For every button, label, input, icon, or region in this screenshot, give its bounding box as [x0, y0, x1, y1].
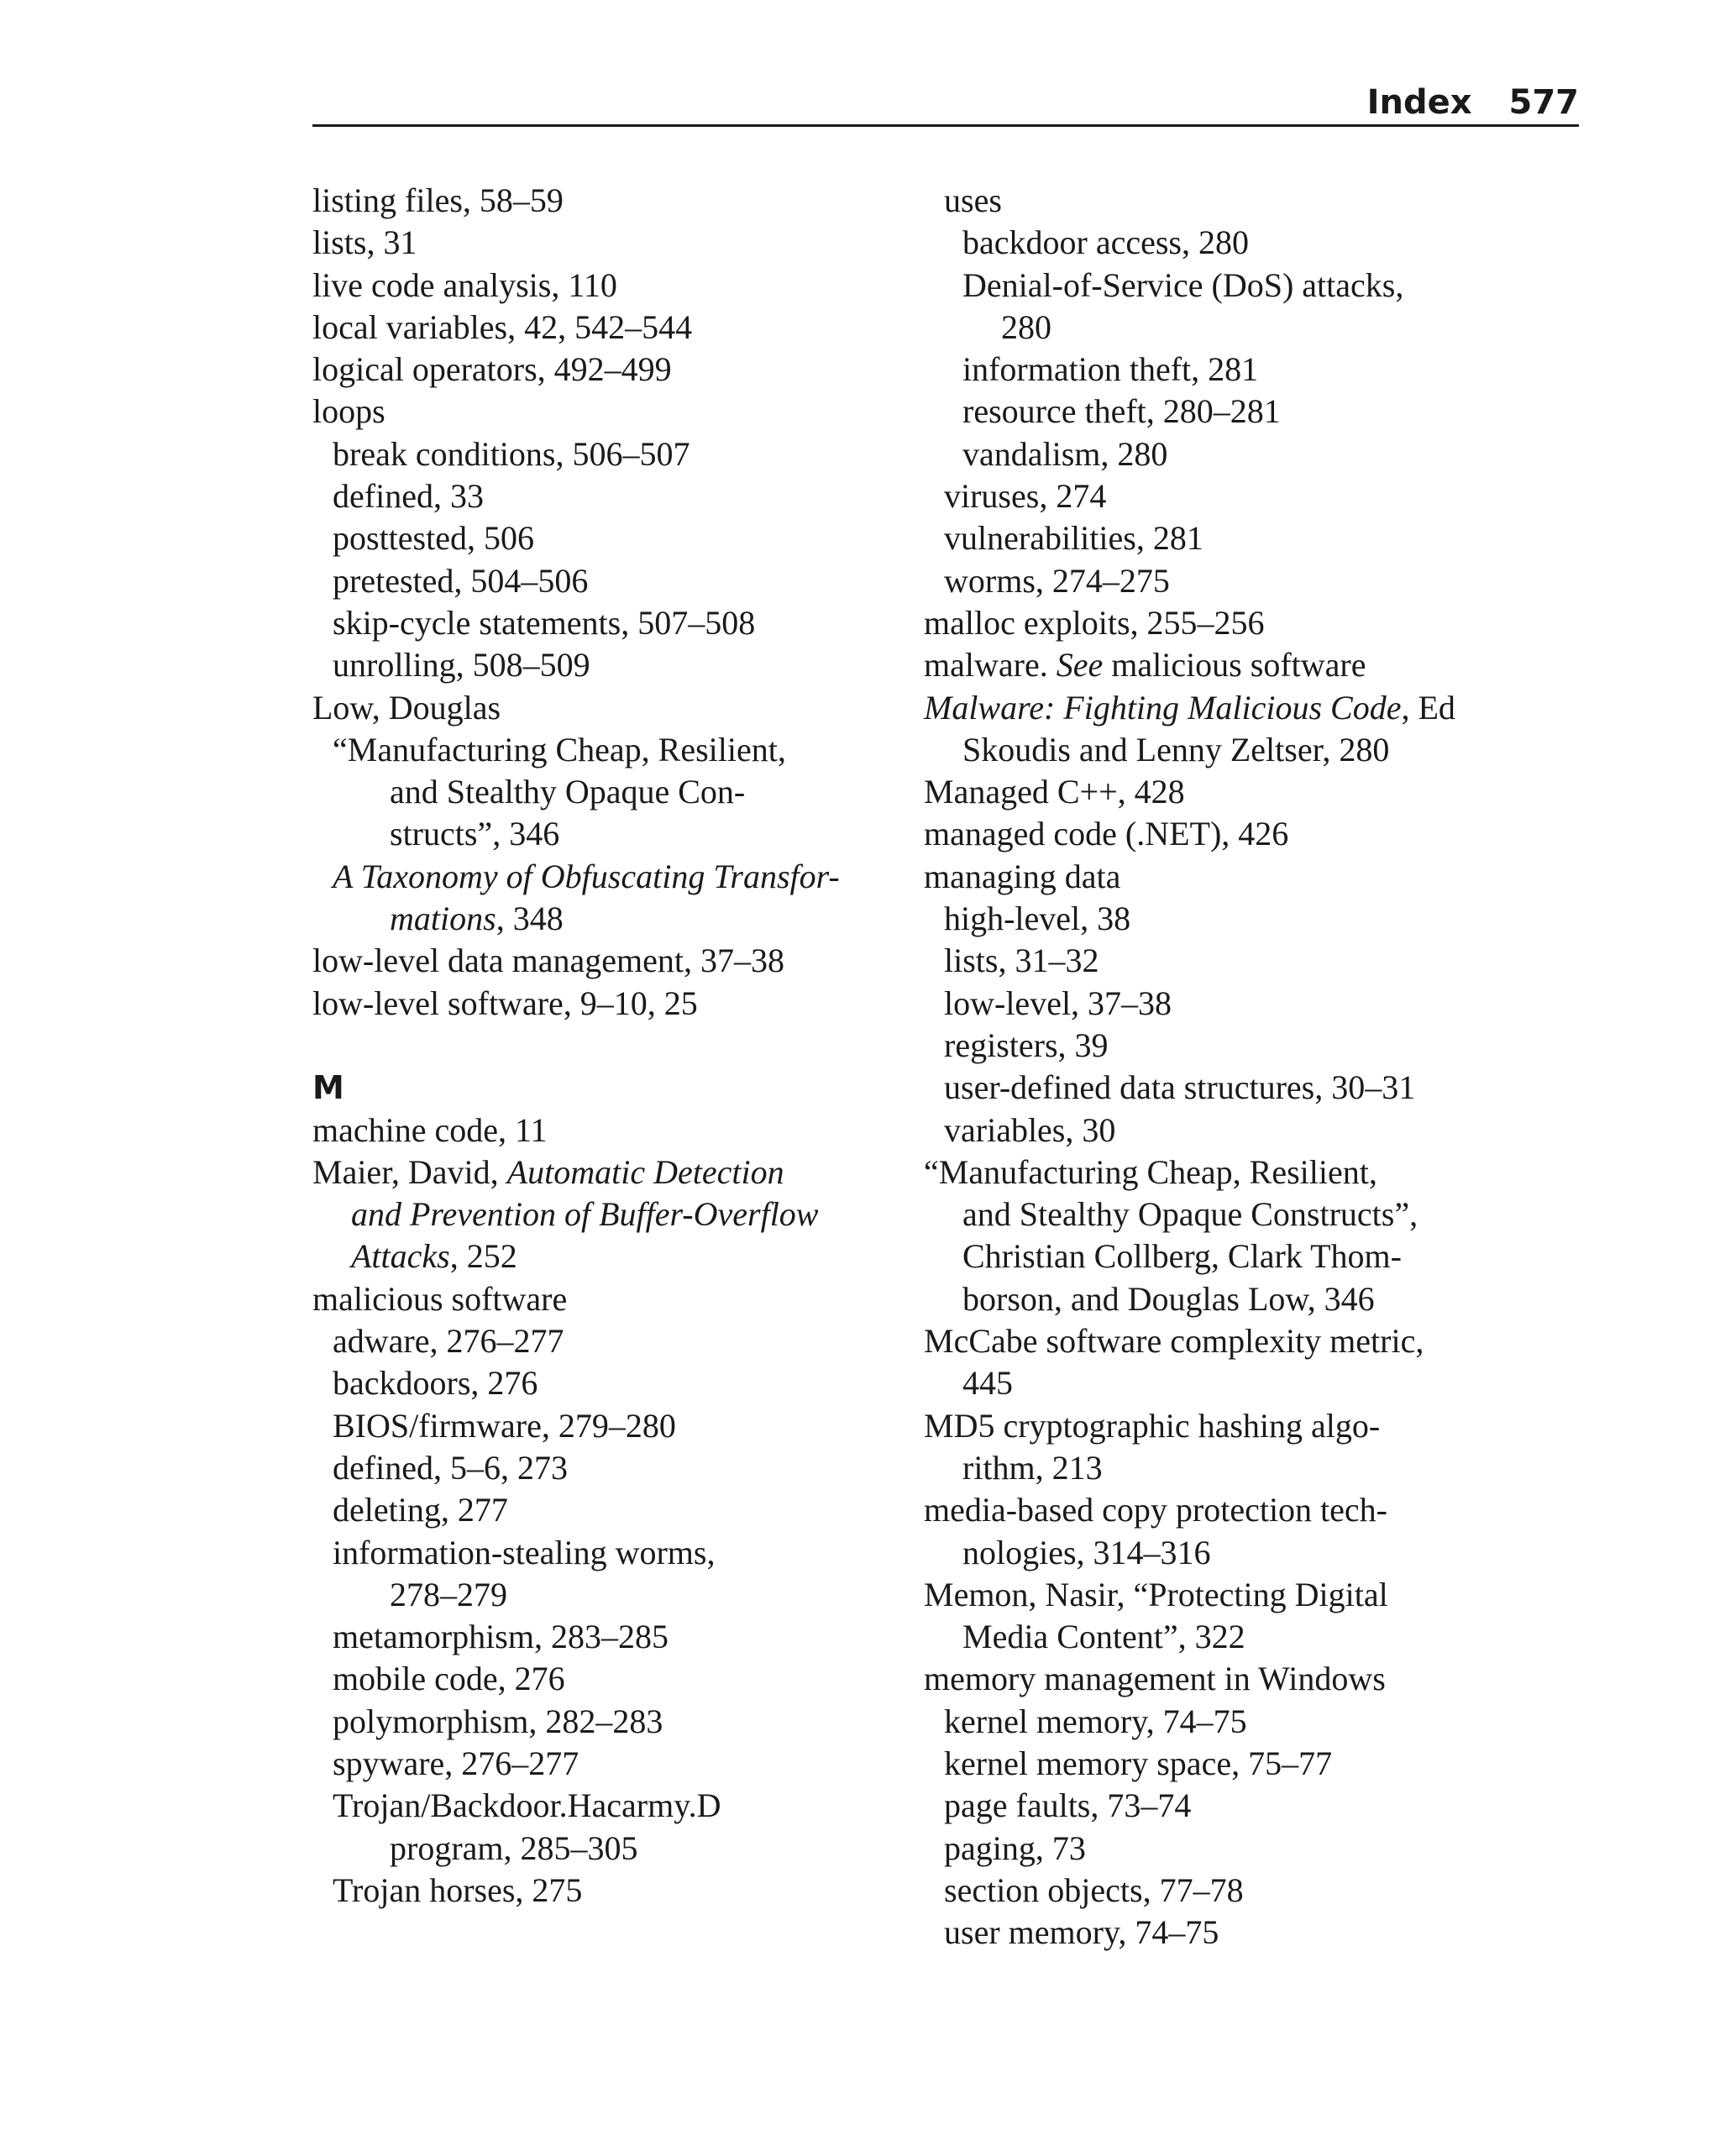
entry-italic-text: Malware: Fighting Malicious Code — [924, 688, 1402, 727]
index-entry — [312, 349, 884, 391]
entry-text: vandalism, 280 — [962, 434, 1168, 473]
index-entry — [924, 307, 1579, 349]
entry-text: adware, 276–277 — [333, 1322, 564, 1361]
entry-text: Skoudis and Lenny Zeltser, 280 — [962, 730, 1390, 769]
entry-text: Memon, Nasir, “Protecting Digital — [924, 1575, 1388, 1613]
index-entry — [924, 1616, 1579, 1658]
index-entry — [312, 898, 884, 940]
index-entry — [312, 1785, 884, 1827]
index-entry — [924, 1025, 1579, 1067]
entry-text: MD5 cryptographic hashing algo- — [924, 1406, 1381, 1445]
index-entry — [312, 1109, 884, 1151]
entry-text: Managed C++, 428 — [924, 773, 1185, 811]
section-gap — [312, 1025, 884, 1067]
index-entry — [924, 687, 1579, 729]
entry-text: malicious software — [1103, 646, 1366, 685]
entry-text: low-level data management, 37–38 — [312, 942, 785, 980]
entry-text: metamorphism, 283–285 — [333, 1618, 669, 1656]
entry-text: BIOS/firmware, 279–280 — [333, 1406, 676, 1445]
index-entry — [924, 1574, 1579, 1616]
index-entry — [312, 433, 884, 475]
index-entry — [312, 1616, 884, 1658]
entry-text: kernel memory, 74–75 — [944, 1702, 1247, 1740]
index-entry — [312, 1574, 884, 1616]
index-entry — [312, 687, 884, 729]
entry-text: Christian Collberg, Clark Thom- — [962, 1237, 1402, 1276]
entry-text: rithm, 213 — [962, 1448, 1103, 1487]
index-entry — [312, 1743, 884, 1785]
index-entry — [924, 1828, 1579, 1870]
entry-text: polymorphism, 282–283 — [333, 1702, 663, 1740]
entry-text: Maier, David, — [312, 1152, 507, 1191]
entry-text: vulnerabilities, 281 — [944, 519, 1203, 558]
entry-text: , Ed — [1401, 688, 1455, 727]
index-entry — [312, 1489, 884, 1531]
left-block-1 — [312, 180, 884, 1025]
header-section-label: Index — [1366, 83, 1472, 122]
entry-text: resource theft, 280–281 — [962, 392, 1281, 431]
entry-text: Trojan/Backdoor.Hacarmy.D — [333, 1786, 721, 1825]
entry-text: borson, and Douglas Low, 346 — [962, 1279, 1375, 1318]
index-entry — [924, 1743, 1579, 1785]
entry-text: and Stealthy Opaque Constructs”, — [962, 1195, 1418, 1234]
entry-text: low-level, 37–38 — [944, 984, 1172, 1022]
entry-text: mobile code, 276 — [333, 1660, 565, 1698]
entry-text: registers, 39 — [944, 1026, 1109, 1064]
index-entry — [924, 602, 1579, 644]
index-entry — [312, 1362, 884, 1404]
entry-text: 445 — [962, 1364, 1013, 1403]
index-entry — [312, 644, 884, 686]
entry-text: worms, 274–275 — [944, 561, 1170, 600]
index-entry — [924, 898, 1579, 940]
index-entry — [312, 602, 884, 644]
index-entry — [924, 517, 1579, 559]
index-entry — [312, 1278, 884, 1320]
entry-text: high-level, 38 — [944, 900, 1131, 938]
entry-text: nologies, 314–316 — [962, 1533, 1211, 1571]
entry-text: user-defined data structures, 30–31 — [944, 1068, 1416, 1107]
index-entry — [312, 475, 884, 517]
entry-text: , 348 — [496, 900, 564, 938]
entry-text: local variables, 42, 542–544 — [312, 307, 693, 346]
entry-text: backdoors, 276 — [333, 1364, 538, 1403]
index-entry — [312, 1828, 884, 1870]
index-entry — [924, 1701, 1579, 1743]
entry-text: machine code, 11 — [312, 1110, 548, 1149]
entry-text: loops — [312, 392, 385, 431]
entry-text: malloc exploits, 255–256 — [924, 603, 1265, 642]
index-entry — [312, 560, 884, 602]
index-entry — [312, 1870, 884, 1912]
index-entry — [924, 1658, 1579, 1700]
index-entry — [924, 349, 1579, 391]
entry-text: “Manufacturing Cheap, Resilient, — [924, 1152, 1377, 1191]
index-entry — [312, 265, 884, 307]
index-entry — [924, 644, 1579, 686]
index-entry — [924, 856, 1579, 898]
index-entry — [924, 1405, 1579, 1447]
index-entry — [312, 1701, 884, 1743]
index-column-right — [924, 180, 1579, 1954]
entry-text: program, 285–305 — [390, 1828, 638, 1867]
index-entry — [312, 1235, 884, 1277]
entry-text: variables, 30 — [944, 1110, 1116, 1149]
index-entry — [312, 856, 884, 898]
entry-text: and Stealthy Opaque Con- — [390, 773, 746, 811]
entry-text: 278–279 — [390, 1575, 507, 1613]
index-entry — [924, 222, 1579, 264]
entry-text: defined, 5–6, 273 — [333, 1448, 568, 1487]
index-entry — [924, 1193, 1579, 1235]
entry-text: lists, 31 — [312, 223, 417, 262]
left-block-2 — [312, 1109, 884, 1912]
index-entry — [312, 1193, 884, 1235]
index-entry — [924, 265, 1579, 307]
entry-text: unrolling, 508–509 — [333, 646, 590, 685]
index-entry — [924, 983, 1579, 1025]
index-entry — [312, 940, 884, 982]
page-number: 577 — [1508, 83, 1579, 122]
entry-text: viruses, 274 — [944, 477, 1107, 516]
entry-text: live code analysis, 110 — [312, 265, 617, 304]
index-entry — [924, 1489, 1579, 1531]
entry-text: kernel memory space, 75–77 — [944, 1744, 1333, 1782]
entry-text: lists, 31–32 — [944, 942, 1099, 980]
index-entry — [924, 180, 1579, 222]
section-letter-heading: M — [312, 1069, 344, 1107]
entry-text: managing data — [924, 857, 1121, 895]
index-entry — [924, 1912, 1579, 1954]
entry-text: information-stealing worms, — [333, 1533, 716, 1571]
entry-text: memory management in Windows — [924, 1660, 1386, 1698]
entry-text: user memory, 74–75 — [944, 1913, 1219, 1952]
index-entry — [312, 307, 884, 349]
index-entry — [924, 1151, 1579, 1193]
index-entry — [924, 1278, 1579, 1320]
entry-italic-text: See — [1056, 646, 1104, 685]
index-entry — [924, 1067, 1579, 1109]
entry-text: structs”, 346 — [390, 815, 560, 853]
index-entry — [312, 813, 884, 855]
index-entry — [924, 433, 1579, 475]
index-entry — [924, 1235, 1579, 1277]
index-entry — [312, 1532, 884, 1574]
entry-text: low-level software, 9–10, 25 — [312, 984, 698, 1022]
index-entry — [312, 1151, 884, 1193]
entry-text: posttested, 506 — [333, 519, 534, 558]
index-entry — [312, 1320, 884, 1362]
entry-text: McCabe software complexity metric, — [924, 1322, 1424, 1361]
index-entry — [312, 983, 884, 1025]
index-entry — [312, 517, 884, 559]
index-entry — [924, 771, 1579, 813]
index-entry — [924, 1362, 1579, 1404]
index-entry — [312, 222, 884, 264]
index-entry — [924, 391, 1579, 433]
index-column-left — [312, 180, 884, 1912]
entry-text: paging, 73 — [944, 1828, 1086, 1867]
index-entry — [924, 1785, 1579, 1827]
entry-text: Trojan horses, 275 — [333, 1870, 583, 1909]
index-entry — [924, 729, 1579, 771]
index-entry — [312, 729, 884, 771]
entry-italic-text: Attacks — [351, 1237, 450, 1276]
entry-text: Media Content”, 322 — [962, 1618, 1245, 1656]
entry-text: uses — [944, 181, 1002, 219]
running-header — [312, 81, 1579, 127]
entry-italic-text: mations — [390, 900, 496, 938]
entry-text: Denial-of-Service (DoS) attacks, — [962, 265, 1404, 304]
entry-italic-text: Automatic Detection — [506, 1152, 784, 1191]
entry-text: malware. — [924, 646, 1057, 685]
entry-text: malicious software — [312, 1279, 568, 1318]
entry-italic-text: A Taxonomy of Obfuscating Transfor- — [333, 857, 840, 895]
entry-text: skip-cycle statements, 507–508 — [333, 603, 756, 642]
index-entry — [924, 560, 1579, 602]
entry-text: deleting, 277 — [333, 1491, 508, 1529]
entry-text: “Manufacturing Cheap, Resilient, — [333, 730, 786, 769]
entry-text: , 252 — [449, 1237, 517, 1276]
index-entry — [924, 1320, 1579, 1362]
entry-text: break conditions, 506–507 — [333, 434, 690, 473]
entry-text: information theft, 281 — [962, 350, 1259, 389]
index-entry — [924, 1870, 1579, 1912]
index-entry — [312, 1405, 884, 1447]
index-entry — [312, 391, 884, 433]
entry-text: logical operators, 492–499 — [312, 350, 672, 389]
index-entry — [924, 1532, 1579, 1574]
entry-text: section objects, 77–78 — [944, 1870, 1244, 1909]
entry-text: media-based copy protection tech- — [924, 1491, 1387, 1529]
index-entry — [924, 475, 1579, 517]
entry-text: 280 — [1001, 307, 1051, 346]
index-entry — [312, 1658, 884, 1700]
entry-text: backdoor access, 280 — [962, 223, 1249, 262]
index-entry — [924, 1447, 1579, 1489]
header-text — [1367, 84, 1579, 121]
index-entry — [924, 813, 1579, 855]
entry-text: page faults, 73–74 — [944, 1786, 1192, 1825]
index-entry — [312, 180, 884, 222]
entry-text: pretested, 504–506 — [333, 561, 589, 600]
entry-text: defined, 33 — [333, 477, 484, 516]
entry-text: managed code (.NET), 426 — [924, 815, 1289, 853]
index-entry — [312, 771, 884, 813]
index-entry — [924, 940, 1579, 982]
index-entry — [924, 1109, 1579, 1151]
entry-italic-text: and Prevention of Buffer-Overflow — [351, 1195, 819, 1234]
index-entry — [312, 1447, 884, 1489]
entry-text: listing files, 58–59 — [312, 181, 564, 219]
entry-text: Low, Douglas — [312, 688, 501, 727]
entry-text: spyware, 276–277 — [333, 1744, 579, 1782]
